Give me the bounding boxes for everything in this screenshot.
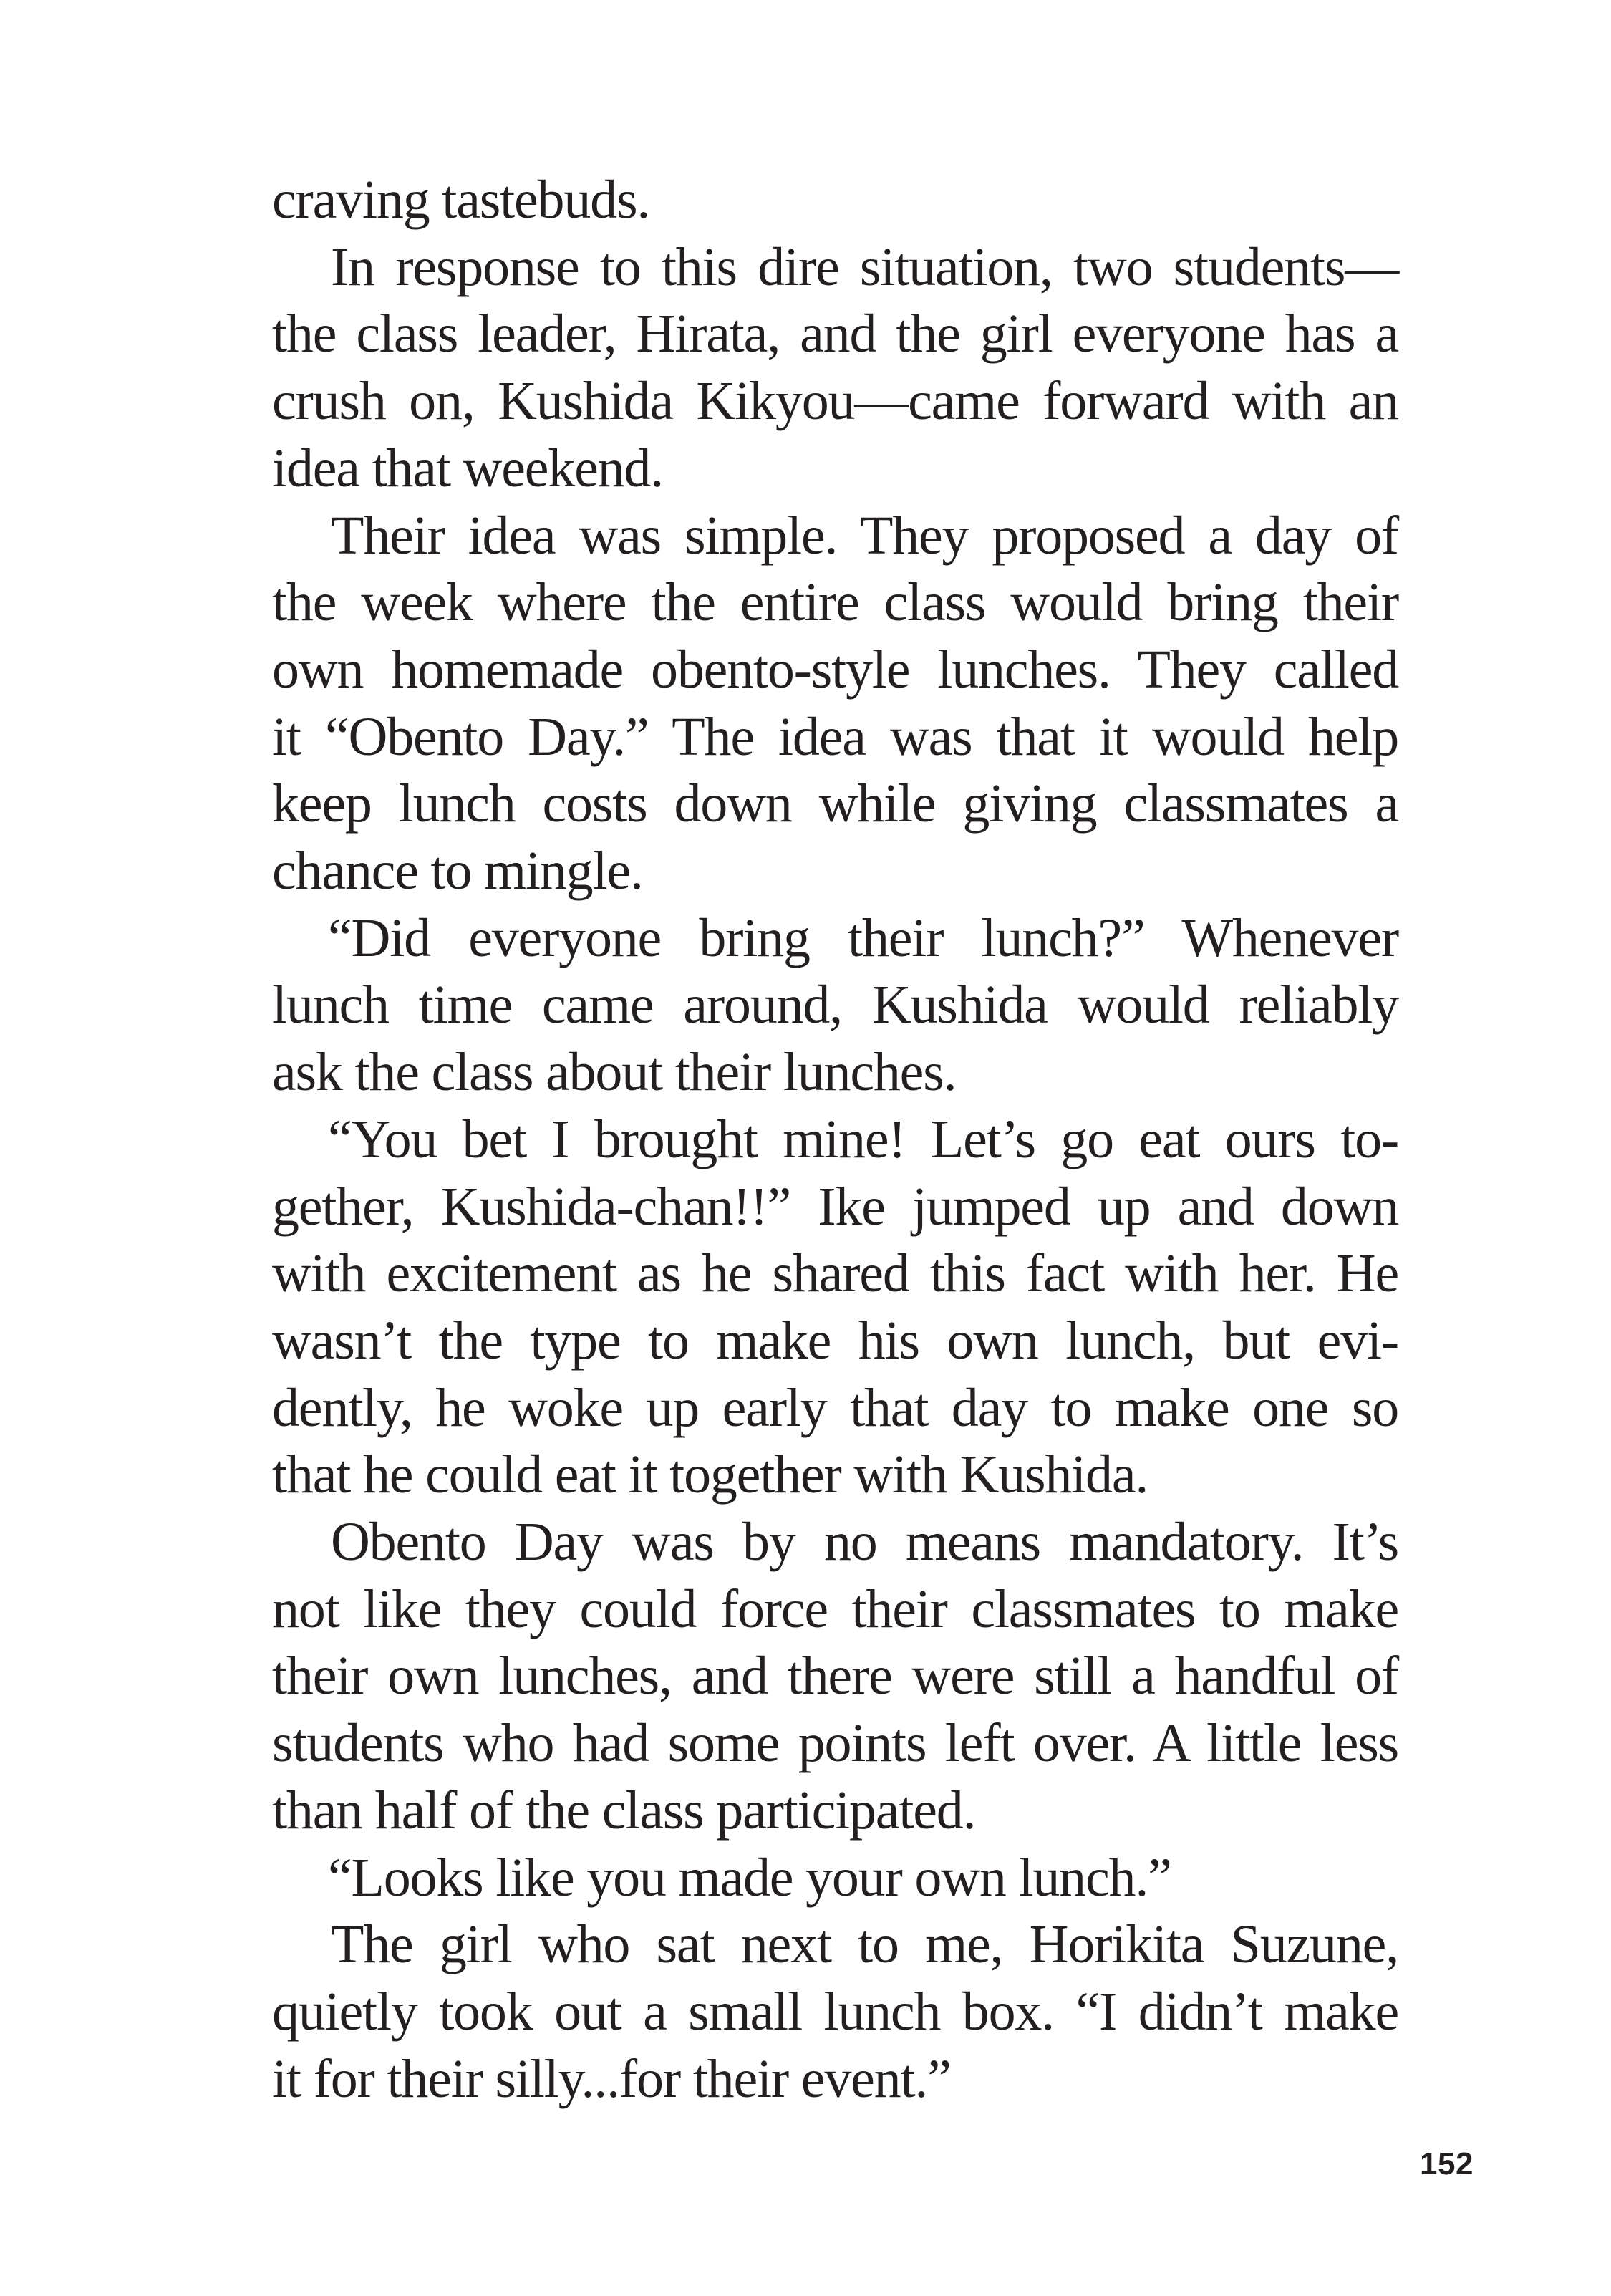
text-line: crush on, Kushida Kikyou—came forward with an [272,371,1398,432]
text-line: Obento Day was by no means mandatory. It’s [331,1512,1398,1572]
text-line: than half of the class participated. [272,1780,976,1841]
text-line: wasn’t the type to make his own lunch, but evi- [272,1310,1398,1371]
text-line: gether, Kushida-chan!!” Ike jumped up and down [272,1176,1398,1237]
text-line: ask the class about their lunches. [272,1042,957,1103]
text-line: with excitement as he shared this fact with her. He [272,1243,1398,1304]
text-line: the week where the entire class would bring their [272,572,1398,633]
text-line: “Looks like you made your own lunch.” [328,1847,1171,1908]
text-line: students who had some points left over. A little less [272,1713,1398,1774]
text-line: it for their silly...for their event.” [272,2048,951,2109]
text-line: dently, he woke up early that day to make one so [272,1377,1398,1438]
text-line: that he could eat it together with Kushida. [272,1444,1148,1505]
text-line: it “Obento Day.” The idea was that it would help [272,706,1398,767]
text-line: Their idea was simple. They proposed a day of [331,505,1398,566]
text-line: In response to this dire situation, two students— [331,236,1398,297]
text-line: “Did everyone bring their lunch?” Whenever [328,907,1398,968]
text-line: own homemade obento-style lunches. They called [272,639,1398,700]
text-line: their own lunches, and there were still a handful of [272,1646,1398,1707]
text-line: The girl who sat next to me, Horikita Suzune, [331,1914,1398,1975]
text-line: not like they could force their classmates to make [272,1578,1398,1639]
text-line: keep lunch costs down while giving classmates a [272,773,1398,834]
text-line: chance to mingle. [272,841,643,901]
text-line: lunch time came around, Kushida would reliably [272,975,1398,1036]
text-line: craving tastebuds. [272,170,650,230]
text-line: idea that weekend. [272,438,664,498]
text-line: the class leader, Hirata, and the girl everyone has a [272,304,1398,365]
text-line: “You bet I brought mine! Let’s go eat ours to- [328,1109,1398,1169]
page-number: 152 [1420,2146,1474,2181]
text-line: quietly took out a small lunch box. “I didn’t make [272,1981,1398,2042]
